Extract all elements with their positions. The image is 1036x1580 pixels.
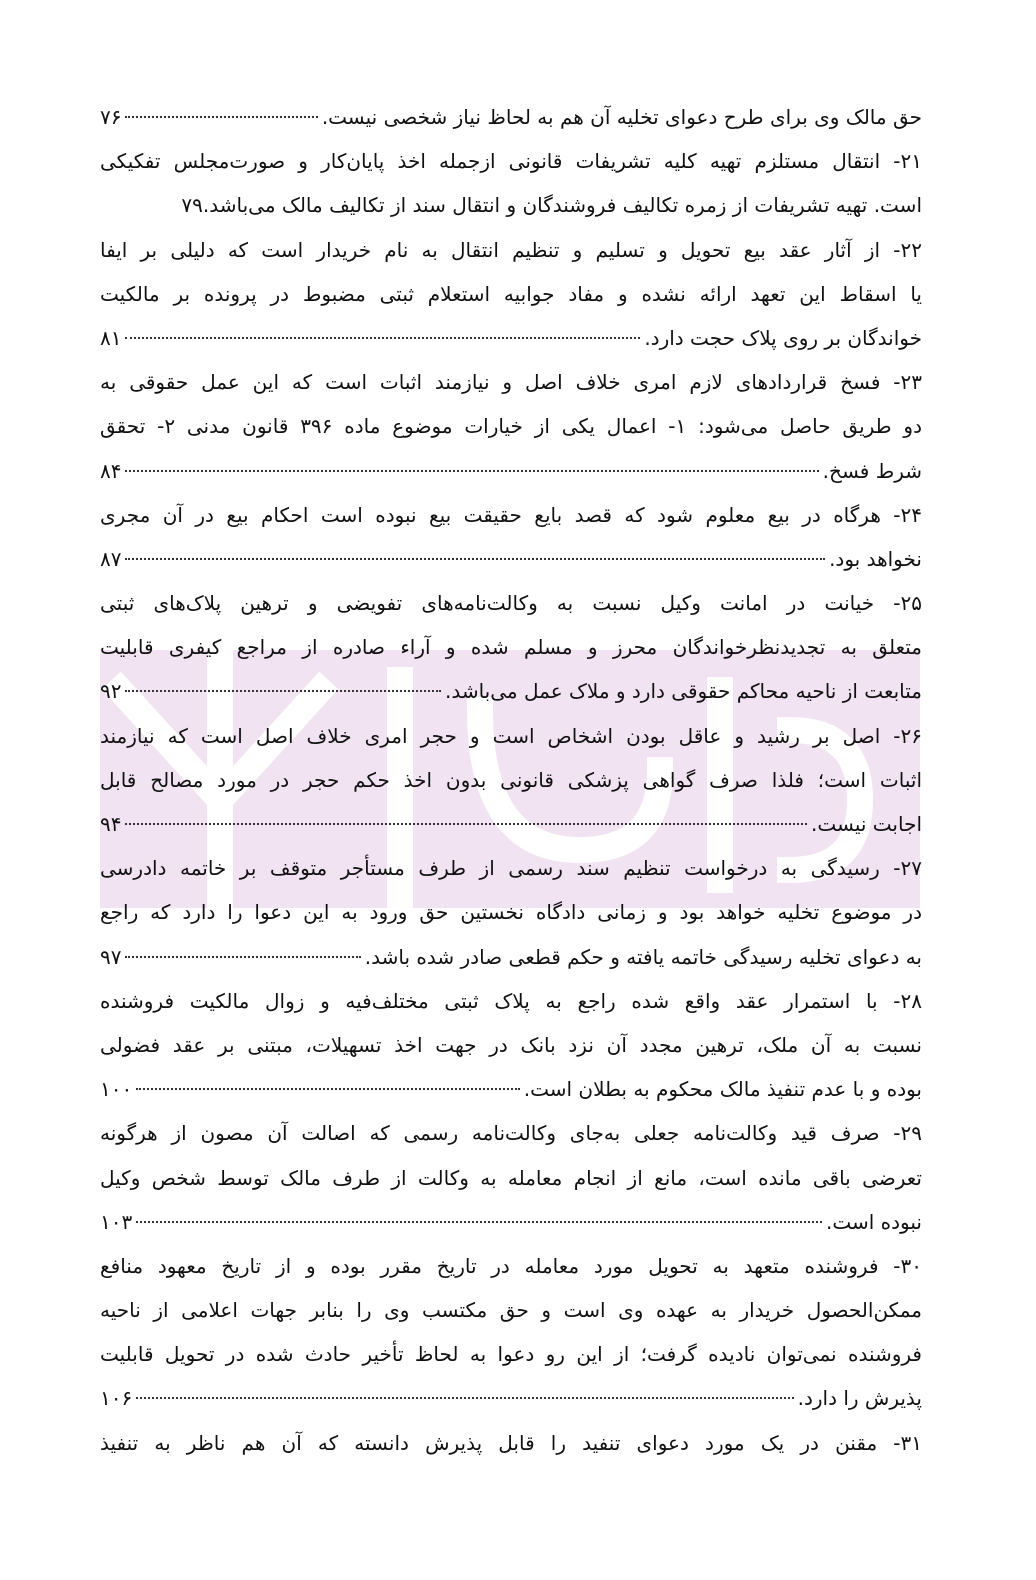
page-number: ۸۴: [100, 458, 122, 483]
page-number: ۱۰۰: [100, 1077, 133, 1102]
toc-entry-line: ۲۷- رسیدگی به درخواست تنظیم سند رسمی از طرف مستأجر متوقف بر خاتمه دادرسی: [100, 856, 922, 881]
dot-leader: [125, 337, 640, 339]
toc-entry-line: ۲۴- هرگاه در بیع معلوم شود که قصد بایع حقیقت بیع نبوده است احکام بیع در آن مجری: [100, 502, 922, 527]
page-number: ۷۶: [100, 105, 122, 129]
toc-entry-line: ۳۱- مقنن در یک مورد دعوای تنفید را قابل پذیرش دانسته که آن هم ناظر به تنفیذ: [100, 1430, 922, 1455]
toc-entry-last-line[interactable]: [100, 1200, 922, 1244]
page-number: ۹۴: [100, 812, 122, 836]
toc-entry-last-line[interactable]: [100, 183, 922, 227]
toc-entry-text: متابعت از ناحیه محاکم حقوقی دارد و ملاک عمل می‌باشد.: [444, 679, 922, 704]
toc-entry-line: ۲۹- صرف قید وکالت‌نامه جعلی به‌جای وکالت‌نامه رسمی که اصالت آن مصون از هرگونه: [100, 1121, 922, 1146]
toc-entry-text: نبوده است.: [826, 1209, 922, 1234]
toc-entry-last-line[interactable]: [100, 537, 922, 581]
dot-leader: [125, 690, 440, 692]
toc-entry-last-line[interactable]: [100, 802, 922, 846]
toc-entry-text: نخواهد بود.: [829, 546, 922, 571]
toc-entry-last-line[interactable]: [100, 669, 922, 713]
toc-entry-line: اثبات است؛ فلذا صرف گواهی پزشکی قانونی بدون اخذ حکم حجر در مورد مصالح قابل: [100, 767, 922, 792]
toc-entry-text: خواندگان بر روی پلاک حجت دارد.: [644, 325, 922, 350]
toc-entry-last-line[interactable]: [100, 95, 922, 139]
toc-entry-line: ۲۸- با استمرار عقد واقع شده راجع به پلاک ثبتی مختلف‌فیه و زوال مالکیت فروشنده: [100, 988, 922, 1013]
dot-leader: [125, 956, 360, 958]
toc-entry-text: بوده و با عدم تنفیذ مالک محکوم به بطلان است.: [523, 1077, 922, 1102]
dot-leader: [125, 470, 818, 472]
toc-entry-line: یا اسقاط این تعهد ارائه نشده و مفاد جوابیه استعلام ثبتی مضبوط در پرونده بر مالکیت: [100, 281, 922, 306]
page-number: ۸۷: [100, 546, 122, 571]
toc-entry-line: تعرضی باقی مانده است، مانع از انجام معامله به وکالت از طرف مالک توسط شخص وکیل: [100, 1165, 922, 1190]
toc-entry-line: ۳۰- فروشنده متعهد به تحویل مورد معامله در تاریخ مقرر بوده و از تاریخ معهود منافع: [100, 1253, 922, 1278]
table-of-contents: [100, 95, 922, 1465]
toc-entry-line: ممکن‌الحصول خریدار به عهده وی است و حق مکتسب وی را بنابر جهات اعلامی از ناحیه: [100, 1298, 922, 1323]
toc-entry-line: ۲۲- از آثار عقد بیع تحویل و تسلیم و تنظیم انتقال به نام خریدار است که دلیلی بر ایفا: [100, 237, 922, 262]
dot-leader: [125, 823, 807, 825]
toc-entry-line: متعلق به تجدیدنظرخواندگان محرز و مسلم شده و آراء صادره از مراجع کیفری قابلیت: [100, 635, 922, 660]
toc-entry-text: اجابت نیست.: [810, 812, 922, 836]
toc-entry-line: ۲۵- خیانت در امانت وکیل نسبت به وکالت‌نامه‌های تفویضی و ترهین پلاک‌های ثبتی: [100, 591, 922, 616]
toc-entry-line: دو طریق حاصل می‌شود: ۱- اعمال یکی از خیارات موضوع ماده ۳۹۶ قانون مدنی ۲- تحقق: [100, 414, 922, 439]
dot-leader: [136, 1088, 520, 1090]
toc-entry-text: حق مالک وی برای طرح دعوای تخلیه آن هم به لحاظ نیاز شخصی نیست.: [321, 105, 922, 129]
toc-entry-last-line[interactable]: [100, 449, 922, 493]
toc-entry-last-line[interactable]: [100, 1376, 922, 1420]
page-number: ۷۹: [181, 193, 203, 218]
page-number: ۱۰۳: [100, 1209, 133, 1234]
page-number: ۸۱: [100, 325, 122, 350]
dot-leader: [125, 116, 317, 118]
toc-entry-text: پذیرش را دارد.: [797, 1386, 922, 1411]
toc-entry-line: ۲۳- فسخ قراردادهای لازم امری خلاف اصل و نیازمند اثبات است که این عمل حقوقی به: [100, 370, 922, 395]
toc-entry-text: است. تهیه تشریفات از زمره تکالیف فروشندگان و انتقال سند از تکالیف مالک می‌باشد.: [202, 193, 922, 218]
page-number: ۹۲: [100, 679, 122, 704]
page-number: ۹۷: [100, 944, 122, 969]
dot-leader: [136, 1221, 822, 1223]
toc-entry-line: در موضوع تخلیه خواهد بود و زمانی دادگاه نخستین حق ورود به این دعوا را دارد که راجع: [100, 900, 922, 925]
toc-entry-text: به دعوای تخلیه رسیدگی خاتمه یافته و حکم قطعی صادر شده باشد.: [364, 944, 922, 969]
toc-entry-line: نسبت به آن ملک، ترهین مجدد آن نزد بانک در جهت اخذ تسهیلات، مبتنی بر عقد فضولی: [100, 1032, 922, 1057]
page-number: ۱۰۶: [100, 1386, 133, 1411]
toc-entry-line: ۲۱- انتقال مستلزم تهیه کلیه تشریفات قانونی ازجمله اخذ پایان‌کار و صورت‌مجلس تفکیکی: [100, 149, 922, 174]
dot-leader: [125, 558, 825, 560]
toc-entry-last-line[interactable]: [100, 1067, 922, 1111]
dot-leader: [136, 1397, 793, 1399]
toc-entry-last-line[interactable]: [100, 316, 922, 360]
toc-entry-line: فروشنده نمی‌توان نادیده گرفت؛ از این رو دعوا به لحاظ تأخیر حادث شده در تحویل قابلیت: [100, 1342, 922, 1367]
toc-entry-text: شرط فسخ.: [822, 458, 922, 483]
toc-entry-line: ۲۶- اصل بر رشید و عاقل بودن اشخاص است و حجر امری خلاف اصل است که نیازمند: [100, 723, 922, 748]
toc-entry-last-line[interactable]: [100, 935, 922, 979]
